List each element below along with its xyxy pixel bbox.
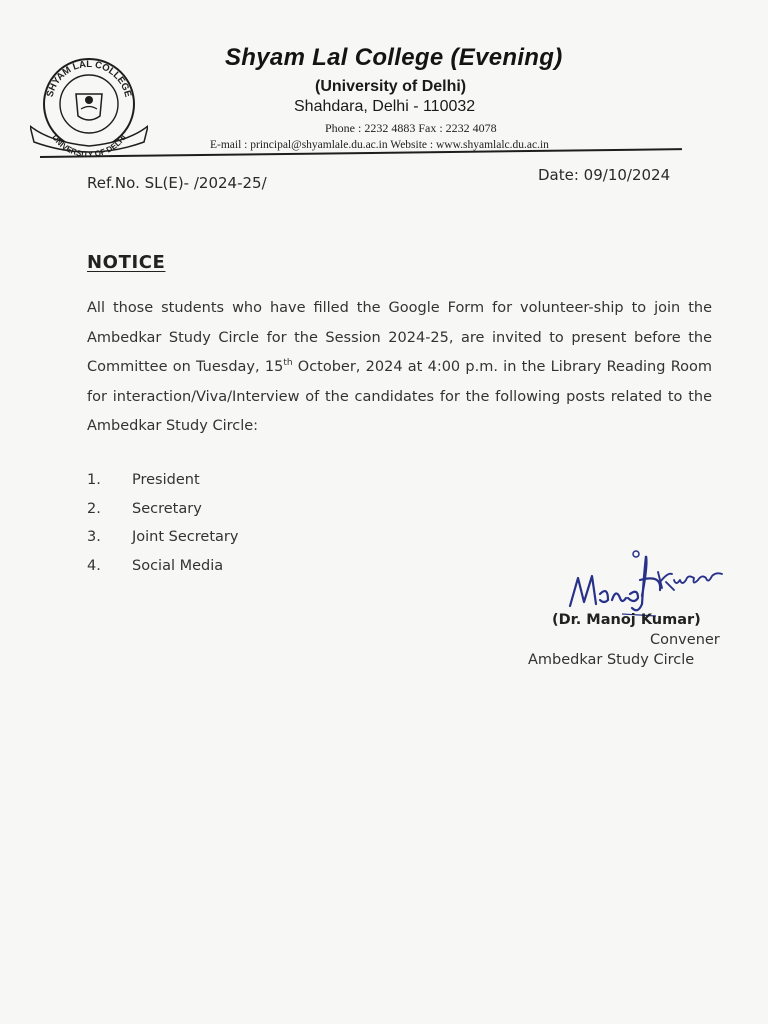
college-address: Shahdara, Delhi - 110032	[294, 98, 476, 115]
university-name: (University of Delhi)	[315, 78, 467, 95]
svg-text:SHYAM LAL COLLEGE: SHYAM LAL COLLEGE	[44, 58, 134, 99]
list-item-number: 2.	[87, 500, 101, 517]
list-item-number: 1.	[87, 472, 101, 488]
notice-body-text-2: October, 2024 at 4:00 p.m. in the Library Reading Room for interaction/Viva/Interview of the candidates for the following posts related to the Ambedkar Study Circle:	[87, 359, 712, 434]
notice-heading: NOTICE	[87, 252, 166, 273]
posts-list	[87, 468, 238, 583]
list-item	[87, 468, 238, 497]
list-item	[87, 554, 238, 583]
list-item-number: 3.	[87, 529, 101, 546]
reference-number: Ref.No. SL(E)- /2024-25/	[87, 174, 267, 192]
signatory-organization: Ambedkar Study Circle	[528, 652, 695, 668]
handwritten-signature	[562, 544, 732, 620]
list-item-label: Joint Secretary	[132, 529, 239, 546]
signatory-name: (Dr. Manoj Kumar)	[552, 612, 701, 628]
signatory-designation: Convener	[650, 632, 720, 648]
notice-date: Date: 09/10/2024	[538, 166, 671, 184]
list-item-label: Secretary	[132, 500, 202, 517]
phone-fax-line: Phone : 2232 4883 Fax : 2232 4078	[325, 121, 497, 135]
notice-body-text-1: All those students who have filled the Google Form for volunteer-ship to join the Ambedkar Study Circle for the Session 2024-25, are invited to present before the Committee on Tuesday, 15	[87, 300, 712, 375]
list-item-label: Social Media	[132, 558, 224, 575]
college-seal-logo	[30, 42, 148, 160]
ordinal-suffix: th	[283, 358, 293, 369]
notice-body	[87, 294, 712, 442]
list-item	[87, 497, 238, 526]
list-item-label: President	[132, 472, 200, 488]
svg-text:UNIVERSITY OF DELHI: UNIVERSITY OF DELHI	[50, 133, 128, 160]
list-item	[87, 525, 238, 554]
email-website-line: E-mail : principal@shyamlale.du.ac.in Website : www.shyamlalc.du.ac.in	[210, 139, 549, 151]
college-name: Shyam Lal College (Evening)	[225, 44, 563, 71]
list-item-number: 4.	[87, 558, 101, 575]
